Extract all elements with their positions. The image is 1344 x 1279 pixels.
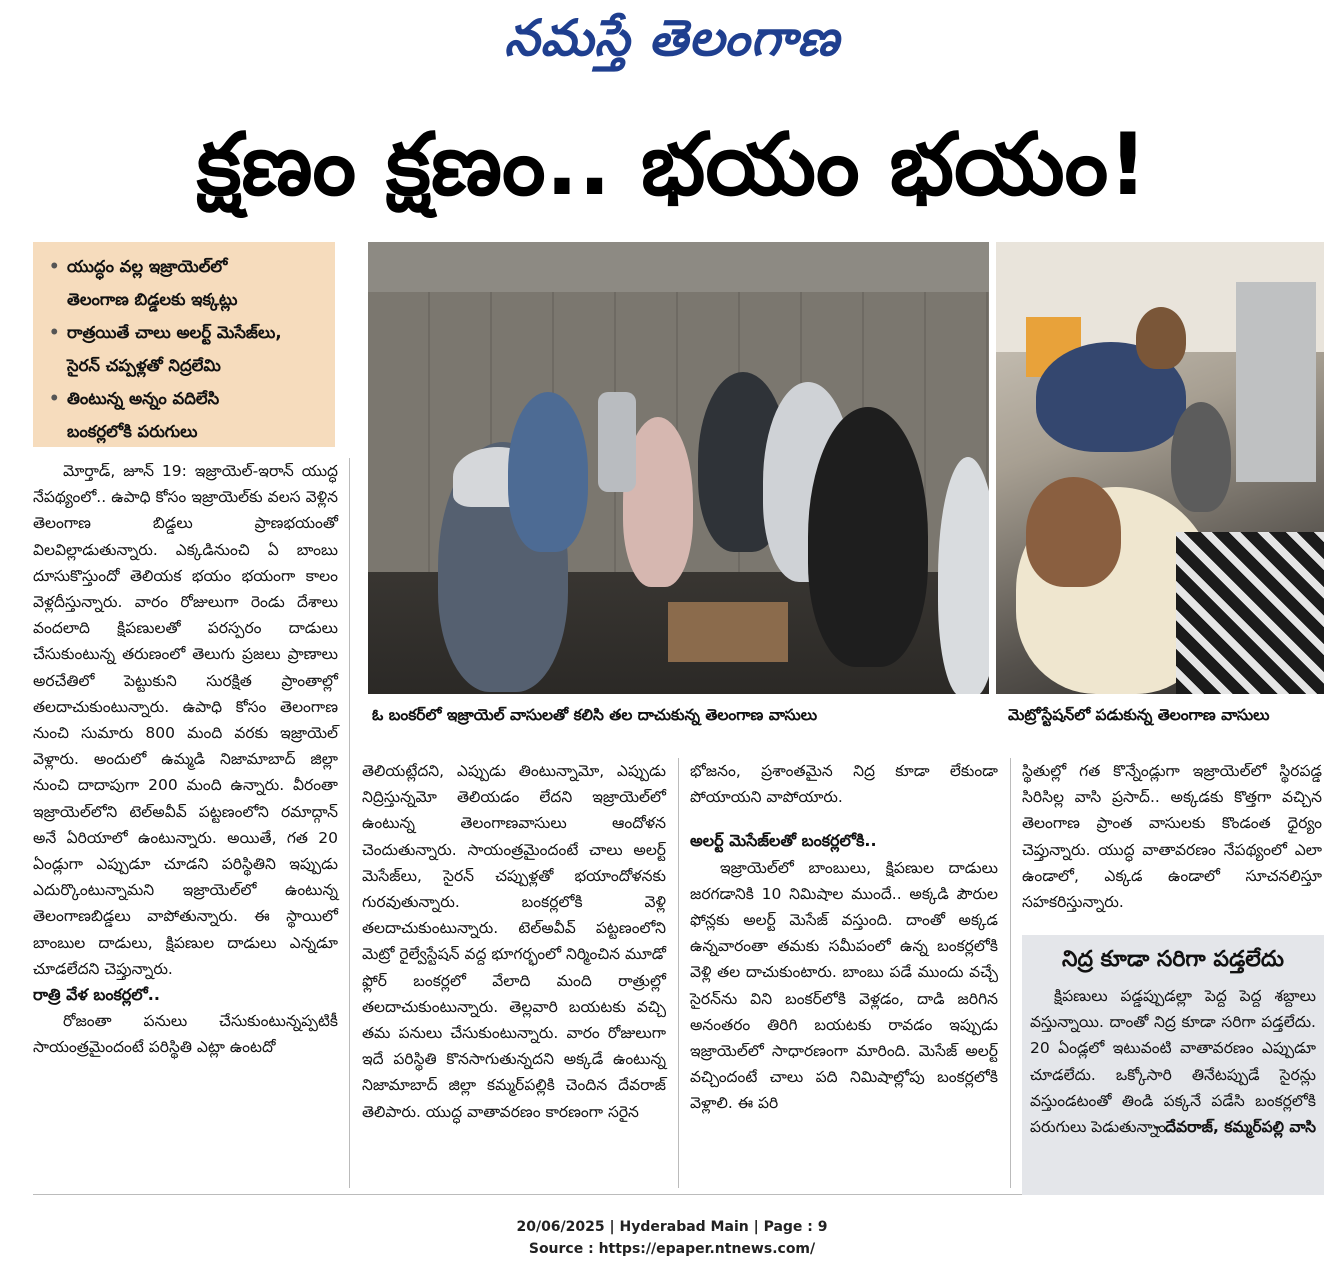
article-paragraph: మోర్తాడ్‌, జూన్‌ 19: ఇజ్రాయెల్‌-ఇరాన్‌ యుద్ధ నేపథ్యంలో.. ఉపాధి కోసం ఇజ్రాయెల్‌కు వలస వెళ్లిన తెలంగాణ బిడ్డలు ప్రాణభయంతో విలవిల్లాడుతున్నారు. ఎక్కడినుంచి ఏ బాంబు దూసుకొస్తుందో తెలియక భయం భయంగా కాలం వెళ్లదీస్తున్నారు. వారం రోజులుగా రెండు దేశాలు వందలాది క్షిపణులతో పరస్పరం దాడులు చేసుకుంటున్న తరుణంలో తెలుగు ప్రజలు ప్రాణాలు అరచేతిలో పెట్టుకుని సురక్షిత ప్రాంతాల్లో తలదాచుకుంటున్నారు. ఉపాధి కోసం తెలంగాణ నుంచి సుమారు 800 మంది వరకు ఇజ్రాయెల్‌ వెళ్లారు. అందులో ఉమ్మడి నిజామాబాద్‌ జిల్లా నుంచి దాదాపుగా 200 మంది ఉన్నారు. వీరంతా ఇజ్రాయెల్‌లోని టెల్‌అవీవ్‌ పట్టణంలోని రమాద్గాన్‌ అనే ఏరియాలో ఉంటున్నారు. అయితే, గత 20 ఏండ్లుగా ఎప్పుడూ చూడని పరిస్థితిని ఇప్పుడు ఎదుర్కొంటున్నామని ఇజ్రాయెల్‌లో ఉంటున్న తెలంగాణబిడ్డలు వాపోతున్నారు. ఈ స్థాయిలో బాంబుల దాడులు, క్షిపణుల దాడులు ఎన్నడూ చూడలేదని చెప్తున్నారు.	[33, 462, 338, 978]
article-paragraph: ఇజ్రాయెల్‌లో బాంబులు, క్షిపణుల దాడులు జరగడానికి 10 నిమిషాల ముందే.. అక్కడి పౌరుల ఫోన్లకు అలర్ట్‌ మెసేజ్‌ వస్తుంది. దాంతో అక్కడ ఉన్నవారంతా తమకు సమీపంలో ఉన్న బంకర్లలోకి వెళ్లి తల దాచుకుంటారు. బాంబు పడే ముందు వచ్చే సైరన్‌ను విని బంకర్‌లోకి వెళ్లడం, దాడి జరిగిన అనంతరం తిరిగి బయటకు రావడం ఇప్పుడు ఇజ్రాయెల్‌లో సాధారణంగా మారింది. మెసేజ్‌ అలర్ట్‌ వచ్చిందంటే చాలు పది నిమిషాల్లోపు బంకర్లలోకి వెళ్లాలి. ఈ పరి	[690, 858, 998, 1113]
photo-caption: ఓ బంకర్‌లో ఇజ్రాయెల్‌ వాసులతో కలిసి తల దాచుకున్న తెలంగాణ వాసులు	[372, 706, 818, 724]
article-paragraph: స్థితుల్లో గత కొన్నేండ్లుగా ఇజ్రాయెల్‌లో స్థిరపడ్డ సిరిసిల్ల వాసి ప్రసాద్‌.. అక్కడకు కొత్తగా వచ్చిన తెలంగాణ ప్రాంత వాసులకు కొండంత ధైర్యం చెప్తున్నారు. యుద్ధ వాతావరణం నేపథ్యంలో ఎలా ఉండాలో, ఎక్కడ ఉండాలో సూచనలిస్తూ సహకరిస్తున్నారు.	[1022, 762, 1322, 912]
highlight-line: బంకర్లలోకి పరుగులు	[67, 422, 198, 441]
sidebox-signature: - దేవరాజ్‌, కమ్మర్‌పల్లి వాసి	[1153, 1118, 1316, 1137]
article-column-3	[690, 758, 998, 1117]
footer-source-link[interactable]: Source : https://epaper.ntnews.com/	[528, 1241, 816, 1257]
column-divider	[1010, 758, 1011, 1188]
blanket	[1176, 532, 1324, 694]
person-silhouette	[1026, 477, 1121, 587]
column-divider	[349, 458, 350, 1188]
highlight-line: తెలంగాణ బిడ్డలకు ఇక్కట్లు	[67, 290, 238, 309]
sidebox-body: క్షిపణులు పడ్డప్పుడల్లా పెద్ద పెద్ద శబ్దాలు వస్తున్నాయి. దాంతో నిద్ర కూడా సరిగా పడ్తలేదు. 20 ఏండ్లలో ఇటువంటి వాతావరణం ఎప్పుడూ చూడలేదు. ఒక్కోసారి తినేటప్పుడే సైరన్లు వస్తుండటంతో తిండి పక్కనే పడేసి బంకర్లలోకి పరుగులు పెడుతున్నాం.	[1030, 987, 1316, 1137]
person-silhouette	[1136, 307, 1186, 369]
highlight-item	[51, 316, 327, 382]
highlights-box	[33, 242, 335, 447]
person-silhouette	[508, 392, 588, 552]
article-column-1	[33, 458, 338, 1061]
station-door	[1236, 282, 1316, 482]
highlight-line: • తింటున్న అన్నం వదిలేసి	[67, 389, 220, 408]
highlight-item	[51, 382, 327, 448]
bunker-photo	[368, 242, 989, 694]
person-silhouette	[938, 457, 989, 694]
masthead-logo: నమస్తే తెలంగాణ	[504, 8, 840, 67]
highlight-line: సైరన్‌ చప్పళ్లతో నిద్రలేమి	[67, 356, 221, 375]
metro-station-photo	[996, 242, 1324, 694]
highlight-line: • రాత్రయితే చాలు అలర్ట్‌ మెసేజ్‌లు,	[67, 323, 282, 342]
quote-sidebox	[1022, 935, 1324, 1195]
column-divider	[678, 758, 679, 1188]
headline: క్షణం క్షణం.. భయం భయం!	[196, 115, 1148, 215]
person-silhouette	[1171, 402, 1231, 512]
highlight-line: • యుద్ధం వల్ల ఇజ్రాయెల్‌లో	[67, 257, 228, 276]
article-column-2	[362, 758, 666, 1125]
person-silhouette	[808, 407, 928, 667]
sidebox-title: నిద్ర కూడా సరిగా పడ్తలేదు	[1062, 947, 1284, 972]
photo-ceiling	[368, 242, 989, 292]
article-column-4	[1022, 758, 1322, 915]
footer-edition-info: 20/06/2025 | Hyderabad Main | Page : 9	[516, 1219, 828, 1235]
article-paragraph: తెలియట్లేదని, ఎప్పుడు తింటున్నామో, ఎప్పుడు నిద్రిస్తున్నమో తెలియడం లేదని ఇజ్రాయెల్‌లో ఉంటున్న తెలంగాణవాసులు ఆందోళన చెందుతున్నారు. సాయంత్రమైందంటే చాలు అలర్ట్‌ మెసేజ్‌లు, సైరన్‌ చప్పుళ్లతో భయాందోళనకు గురవుతున్నారు. బంకర్లలోకి వెళ్లి తలదాచుకుంటున్నారు. టెల్‌అవీవ్‌ పట్టణంలోని మెట్రో రైల్వేస్టేషన్‌ వద్ద భూగర్భంలో నిర్మించిన మూడో ఫ్లోర్‌ బంకర్లలో వేలాది మంది రాత్రుల్లో తలదాచుకుంటున్నారు. తెల్లవారి బయటకు వచ్చి తమ పనులు చేసుకుంటున్నారు. వారం రోజులుగా ఇదే పరిస్థితి కొనసాగుతున్నదని అక్కడే ఉంటున్న నిజామాబాద్‌ జిల్లా కమ్మర్‌పల్లికి చెందిన దేవరాజ్‌ తెలిపారు. యుద్ధ వాతావరణం కారణంగా సరైన	[362, 762, 666, 1121]
article-subhead: రాత్రి వేళ బంకర్లలో..	[33, 985, 160, 1005]
page-footer	[0, 1216, 1344, 1260]
article-subhead: అలర్ట్‌ మెసేజ్‌లతో బంకర్లలోకి..	[690, 831, 877, 851]
fan	[598, 392, 636, 492]
article-paragraph: భోజనం, ప్రశాంతమైన నిద్ర కూడా లేకుండా పోయాయని వాపోయారు.	[690, 762, 998, 807]
highlight-item	[51, 250, 327, 316]
rug	[668, 602, 788, 662]
photo-caption: మెట్రోస్టేషన్‌లో పడుకున్న తెలంగాణ వాసులు	[1008, 706, 1270, 724]
article-paragraph: రోజంతా పనులు చేసుకుంటున్నప్పటికీ సాయంత్రమైందంటే పరిస్థితి ఎట్లా ఉంటదో	[33, 1012, 338, 1057]
